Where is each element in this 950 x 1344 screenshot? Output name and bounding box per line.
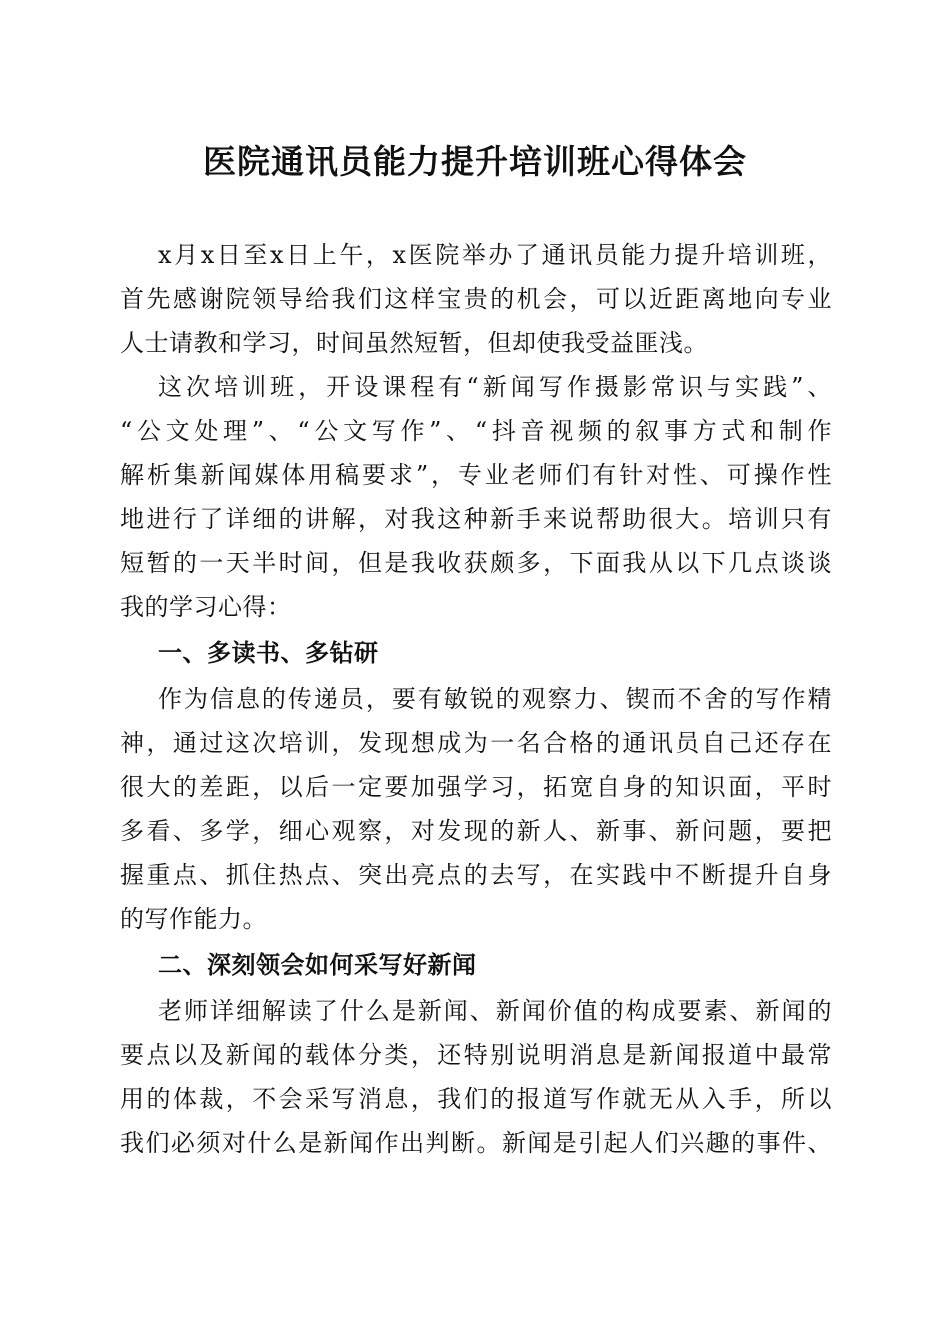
paragraph-2-line: 这次培训班，开设课程有“新闻写作摄影常识与实践”、 — [158, 373, 832, 401]
paragraph-1-line: 首先感谢院领导给我们这样宝贵的机会，可以近距离地向专业 — [120, 285, 832, 313]
paragraph-4-line: 老师详细解读了什么是新闻、新闻价值的构成要素、新闻的 — [158, 997, 832, 1025]
paragraph-3-line: 神，通过这次培训，发现想成为一名合格的通讯员自己还存在 — [120, 729, 832, 757]
paragraph-2-line: 短暂的一天半时间，但是我收获颇多，下面我从以下几点谈谈 — [120, 549, 832, 577]
paragraph-3-line: 作为信息的传递员，要有敏锐的观察力、锲而不舍的写作精 — [158, 685, 832, 713]
paragraph-3-line: 的写作能力。 — [120, 905, 267, 933]
paragraph-2-line: 我的学习心得： — [120, 593, 292, 621]
paragraph-3-line: 握重点、抓住热点、突出亮点的去写，在实践中不断提升自身 — [120, 861, 832, 889]
section-heading-1: 一、多读书、多钻研 — [158, 639, 379, 667]
section-heading-2: 二、深刻领会如何采写好新闻 — [158, 951, 477, 979]
document-title: 医院通讯员能力提升培训班心得体会 — [203, 142, 747, 181]
paragraph-1-line: 人士请教和学习，时间虽然短暂，但却使我受益匪浅。 — [120, 329, 708, 357]
paragraph-4-line: 用的体裁，不会采写消息，我们的报道写作就无从入手，所以 — [120, 1085, 832, 1113]
paragraph-3-line: 很大的差距，以后一定要加强学习，拓宽自身的知识面，平时 — [120, 773, 832, 801]
paragraph-2-line: 解析集新闻媒体用稿要求”，专业老师们有针对性、可操作性 — [120, 461, 832, 489]
paragraph-1-line: x月x日至x日上午，x医院举办了通讯员能力提升培训班， — [158, 241, 832, 269]
paragraph-2-line: “公文处理”、“公文写作”、“抖音视频的叙事方式和制作 — [120, 417, 832, 445]
paragraph-2-line: 地进行了详细的讲解，对我这种新手来说帮助很大。培训只有 — [120, 505, 832, 533]
paragraph-4-line: 要点以及新闻的载体分类，还特别说明消息是新闻报道中最常 — [120, 1041, 832, 1069]
paragraph-3-line: 多看、多学，细心观察，对发现的新人、新事、新问题，要把 — [120, 817, 832, 845]
paragraph-4-line: 我们必须对什么是新闻作出判断。新闻是引起人们兴趣的事件、 — [120, 1129, 832, 1157]
